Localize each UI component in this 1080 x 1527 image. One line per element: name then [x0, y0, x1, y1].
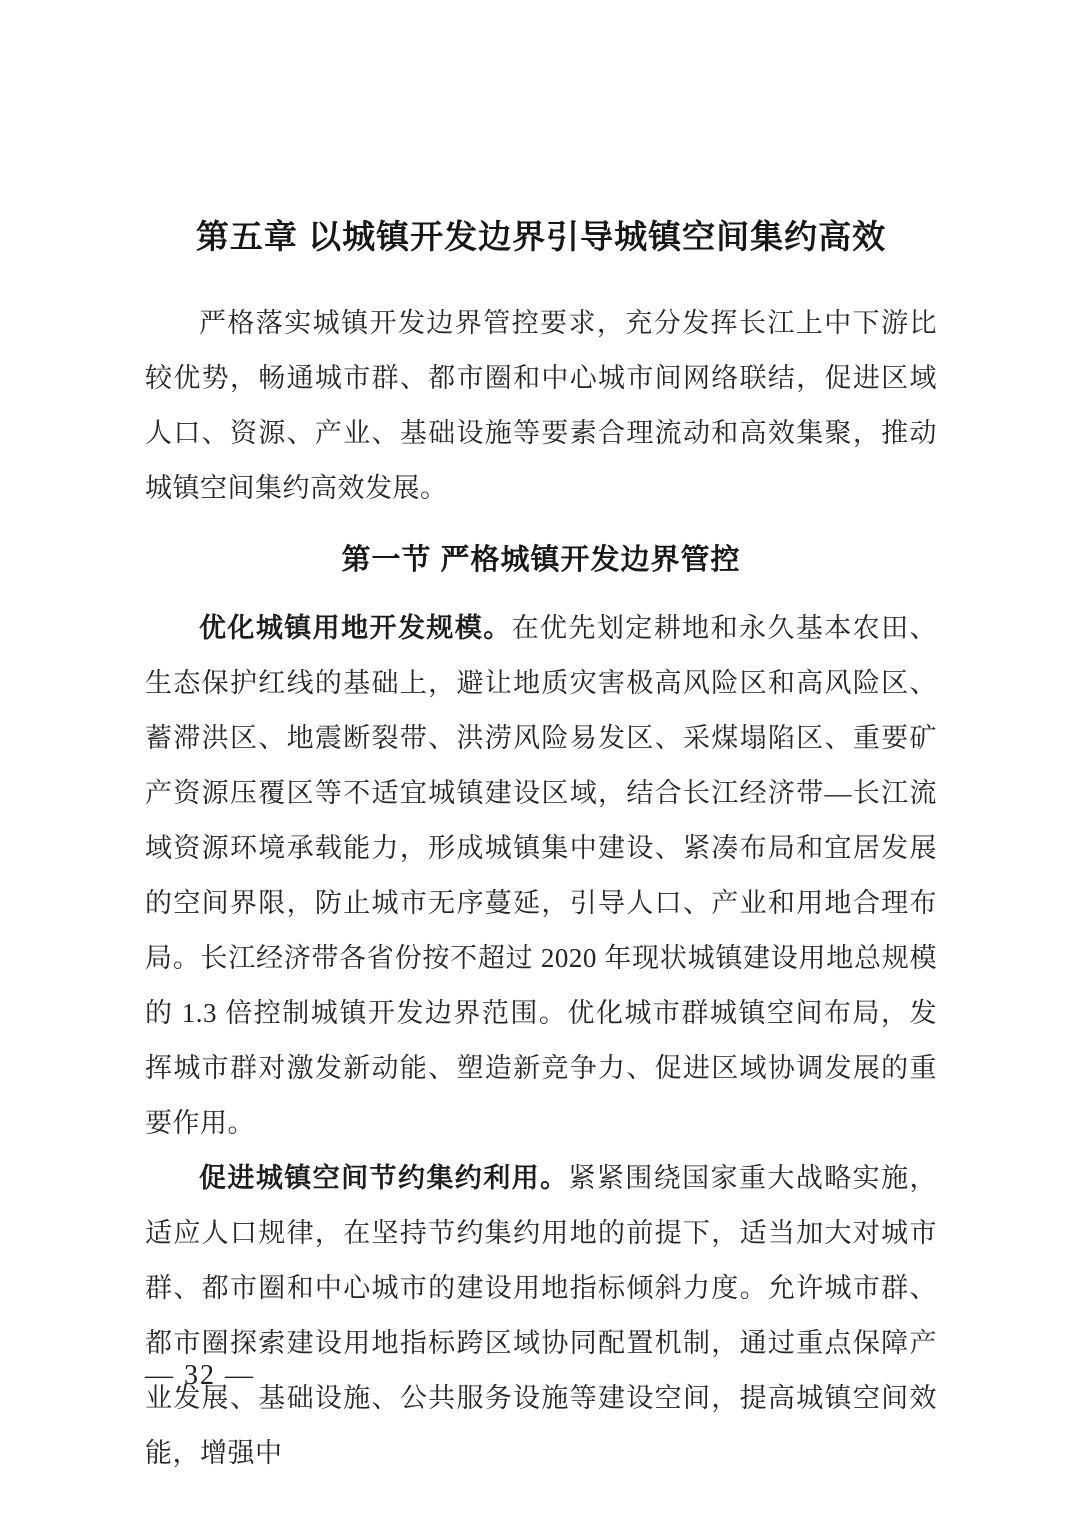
paragraph-optimize-scale-text: 在优先划定耕地和永久基本农田、生态保护红线的基础上，避让地质灾害极高风险区和高风险区、蓄滞洪区、地震断裂带、洪涝风险易发区、采煤塌陷区、重要矿产资源压覆区等不适宜城镇建设区域，结合长江经济带—长江流域资源环境承载能力，形成城镇集中建设、紧凑布局和宜居发展的空间界限，防止城市无序蔓延，引导人口、产业和用地合理布局。长江经济带各省份按不超过 2020 年现状城镇建设用地总规模的 1.3 倍控制城镇开发边界范围。优化城市群城镇空间布局，发挥城市群对激发新动能、塑造新竞争力、促进区域协调发展的重要作用。	[145, 613, 938, 1138]
section-title: 第一节 严格城镇开发边界管控	[341, 544, 741, 576]
page-number: — 32 —	[145, 1360, 255, 1391]
paragraph-intensive-use-lead: 促进城镇空间节约集约利用。	[199, 1163, 569, 1193]
paragraph-intro: 严格落实城镇开发边界管控要求，充分发挥长江上中下游比较优势，畅通城市群、都市圈和中心城市间网络联结，促进区域人口、资源、产业、基础设施等要素合理流动和高效集聚，推动城镇空间集约高效发展。	[145, 308, 937, 503]
chapter-title: 第五章 以城镇开发边界引导城镇空间集约高效	[195, 218, 887, 255]
paragraph-optimize-scale-lead: 优化城镇用地开发规模。	[199, 613, 512, 643]
paragraph-intensive-use-text: 紧紧围绕国家重大战略实施，适应人口规律，在坚持节约集约用地的前提下，适当加大对城市群、都市圈和中心城市的建设用地指标倾斜力度。允许城市群、都市圈探索建设用地指标跨区域协同配置机制，通过重点保障产业发展、基础设施、公共服务设施等建设空间，提高城镇空间效能，增强中	[145, 1163, 938, 1468]
paragraph-optimize-scale	[145, 601, 937, 1151]
paragraph-intensive-use	[145, 1151, 937, 1481]
